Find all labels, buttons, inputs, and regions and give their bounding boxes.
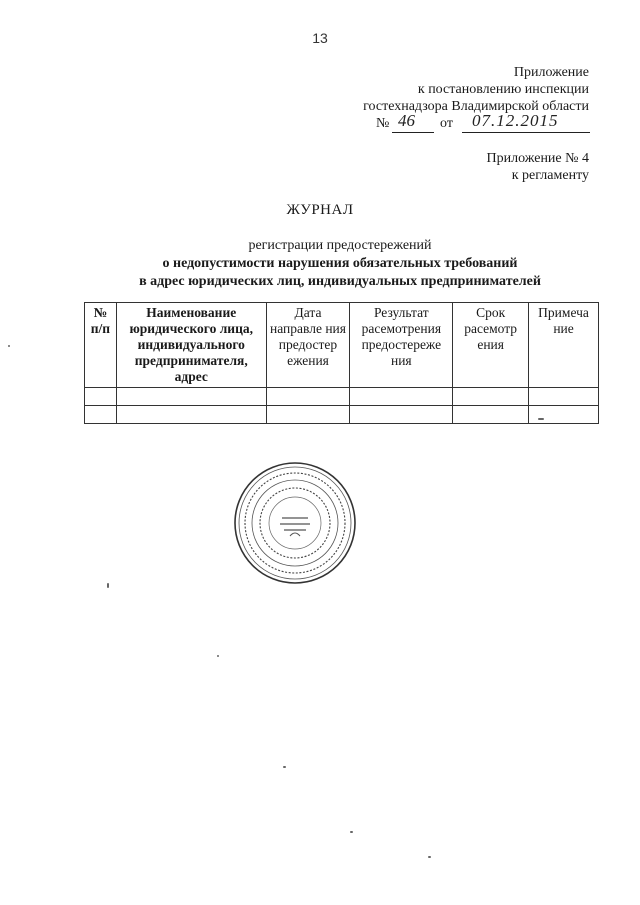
table-header-row	[85, 303, 599, 388]
scan-speck	[8, 345, 10, 347]
table-cell	[85, 388, 117, 406]
header-cell-number: № п/п	[85, 303, 117, 388]
stamp-seal-icon	[232, 460, 358, 586]
annex-line-2: к постановлению инспекции	[417, 82, 589, 97]
appendix-line-2: к регламенту	[511, 168, 589, 183]
annex-line-1: Приложение	[513, 65, 589, 80]
table-cell	[266, 406, 350, 424]
header-cell-date: Дата направле ния предостер ежения	[266, 303, 350, 388]
order-date: 07.12.2015	[472, 111, 559, 130]
table-cell	[529, 406, 599, 424]
table-cell	[453, 406, 529, 424]
table-cell	[116, 388, 266, 406]
order-date-underline	[462, 132, 590, 133]
document-title: ЖУРНАЛ	[286, 202, 354, 218]
subtitle-line-1: регистрации предостережений	[248, 238, 432, 253]
table-cell	[266, 388, 350, 406]
scan-speck	[107, 583, 109, 588]
order-number-underline	[392, 132, 434, 133]
order-number: 46	[398, 111, 415, 130]
page-number: 13	[312, 30, 328, 46]
table-cell	[350, 406, 453, 424]
official-stamp	[232, 460, 358, 586]
appendix-block	[400, 150, 589, 184]
document-subtitle	[80, 237, 600, 291]
annex-block	[300, 64, 589, 115]
order-line	[376, 113, 591, 135]
subtitle-line-2: о недопустимости нарушения обязательных требований	[162, 256, 518, 271]
header-cell-name: Наименование юридического лица, индивидуального предпринимателя, адрес	[116, 303, 266, 388]
scan-speck	[217, 655, 219, 657]
table-row	[85, 388, 599, 406]
table-cell	[350, 388, 453, 406]
header-cell-term: Срок расемотр ения	[453, 303, 529, 388]
scan-speck	[283, 766, 286, 768]
journal-table	[84, 302, 599, 424]
table-row	[85, 406, 599, 424]
appendix-line-1: Приложение № 4	[486, 151, 589, 166]
table-cell	[116, 406, 266, 424]
annex-line-3: гостехнадзора Владимирской области	[363, 99, 589, 114]
subtitle-line-3: в адрес юридических лиц, индивидуальных предпринимателей	[139, 274, 541, 289]
scan-speck	[350, 831, 353, 833]
scan-speck	[538, 418, 544, 420]
table-cell	[453, 388, 529, 406]
table-cell	[85, 406, 117, 424]
scan-speck	[428, 856, 431, 858]
order-number-label: №	[376, 116, 390, 131]
order-date-label: от	[440, 116, 453, 131]
header-cell-result: Результат расемотрения предостереже ния	[350, 303, 453, 388]
header-cell-note: Примеча ние	[529, 303, 599, 388]
table-cell	[529, 388, 599, 406]
